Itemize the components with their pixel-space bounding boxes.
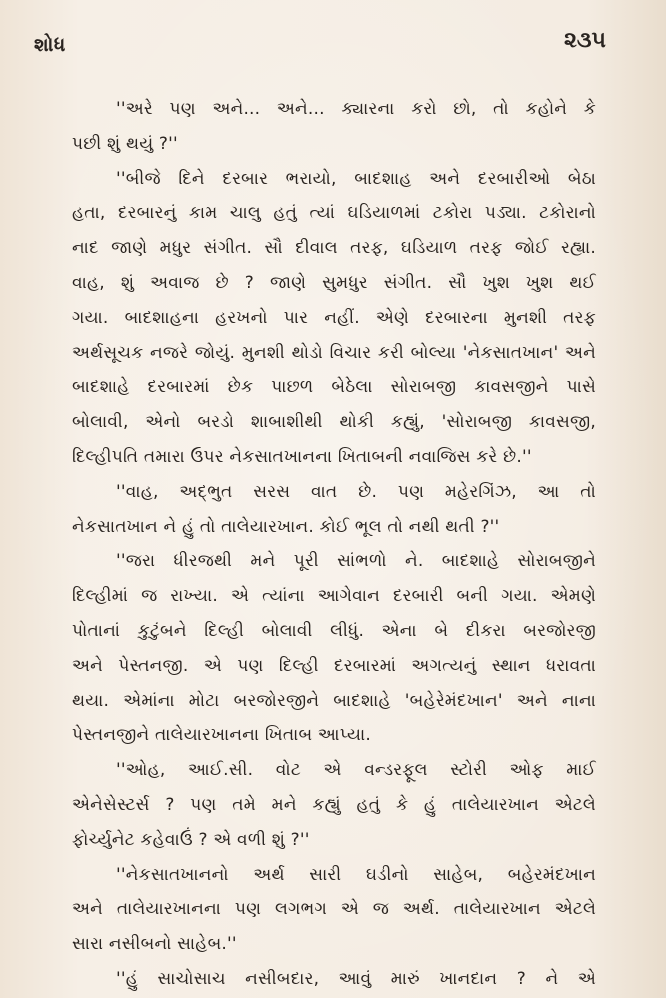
text-line: અર્થસૂચક નજરે જોયું. મુનશી થોડો વિચાર કરી બોલ્યા 'નેકસાતખાન' અને: [72, 342, 596, 363]
text-line: ''હું સાચોસાચ નસીબદાર, આવું મારું ખાનદાન ? ને એ: [116, 968, 596, 989]
text-line: પોતાનાં કુટુંબને દિલ્હી બોલાવી લીધું. એના બે દીકરા બરજોરજી: [72, 620, 596, 641]
text-line: પેસ્તનજીને તાલેયારખાનના ખિતાબ આપ્યા.: [72, 725, 371, 746]
text-line: ''ઓહ, આઈ.સી. વોટ એ વન્ડરફૂલ સ્ટોરી ઓફ માઈ: [116, 760, 596, 781]
text-line: થયા. એમાંના મોટા બરજોરજીને બાદશાહે 'બહેરેમંદખાન' અને નાના: [72, 690, 596, 711]
text-line: વાહ, શું અવાજ છે ? જાણે સુમધુર સંગીત. સૌ ખુશ ખુશ થઈ: [72, 272, 596, 293]
text-line: ''જરા ધીરજથી મને પૂરી સાંભળો ને. બાદશાહે સોરાબજીને: [116, 551, 596, 572]
text-line: અને પેસ્તનજી. એ પણ દિલ્હી દરબારમાં અગત્યનું સ્થાન ધરાવતા: [72, 655, 596, 676]
text-line: ફોર્ચ્યુનેટ કહેવાઉં ? એ વળી શું ?'': [72, 829, 310, 850]
text-line: નેકસાતખાન ને હું તો તાલેયારખાન. કોઈ ભૂલ તો નથી થતી ?'': [72, 516, 500, 537]
text-line: બોલાવી, એનો બરડો શાબાશીથી થોકી કહ્યું, 'સોરાબજી કાવસજી,: [72, 412, 596, 433]
text-line: અને તાલેયારખાનના પણ લગભગ એ જ અર્થ. તાલેયારખાન એટલે: [72, 899, 596, 920]
running-head: શોધ: [34, 34, 66, 56]
text-line: બાદશાહે દરબારમાં છેક પાછળ બેઠેલા સોરાબજી કાવસજીને પાસે: [72, 377, 596, 398]
text-line: નાદ જાણે મધુર સંગીત. સૌ દીવાલ તરફ, ઘડિયાળ તરફ જોઈ રહ્યા.: [72, 238, 596, 259]
body-text: [72, 92, 596, 997]
text-line: એનેસેસ્ટર્સ ? પણ તમે મને કહ્યું હતું કે હું તાલેયારખાન એટલે: [72, 794, 596, 815]
text-line: ''બીજે દિને દરબાર ભરાયો, બાદશાહ અને દરબારીઓ બેઠા: [116, 168, 596, 189]
page-number: ૨૩૫: [563, 28, 606, 53]
text-line: પછી શું થયું ?'': [72, 133, 178, 154]
text-line: હતા, દરબારનું કામ ચાલુ હતું ત્યાં ઘડિયાળમાં ટકોરા પડ્યા. ટકોરાનો: [72, 203, 596, 224]
text-line: સારા નસીબનો સાહેબ.'': [72, 934, 237, 955]
text-line: ગયા. બાદશાહના હરખનો પાર નહીં. એણે દરબારના મુનશી તરફ: [72, 307, 596, 328]
text-line: ''વાહ, અદ્ભુત સરસ વાત છે. પણ મહેરગિંઝ, આ તો: [116, 481, 596, 502]
text-line: ''અરે પણ અને... અને... ક્યારના કરો છો, તો કહોને કે: [116, 99, 596, 119]
page-header: [34, 28, 606, 68]
text-line: દિલ્હીપતિ તમારા ઉપર નેકસાતખાનના ખિતાબની નવાજિસ કરે છે.'': [72, 446, 532, 467]
text-line: ''નેકસાતખાનનો અર્થ સારી ઘડીનો સાહેબ, બહેરમંદખાન: [116, 864, 596, 885]
text-line: દિલ્હીમાં જ રાખ્યા. એ ત્યાંના આગેવાન દરબારી બની ગયા. એમણે: [72, 586, 596, 607]
